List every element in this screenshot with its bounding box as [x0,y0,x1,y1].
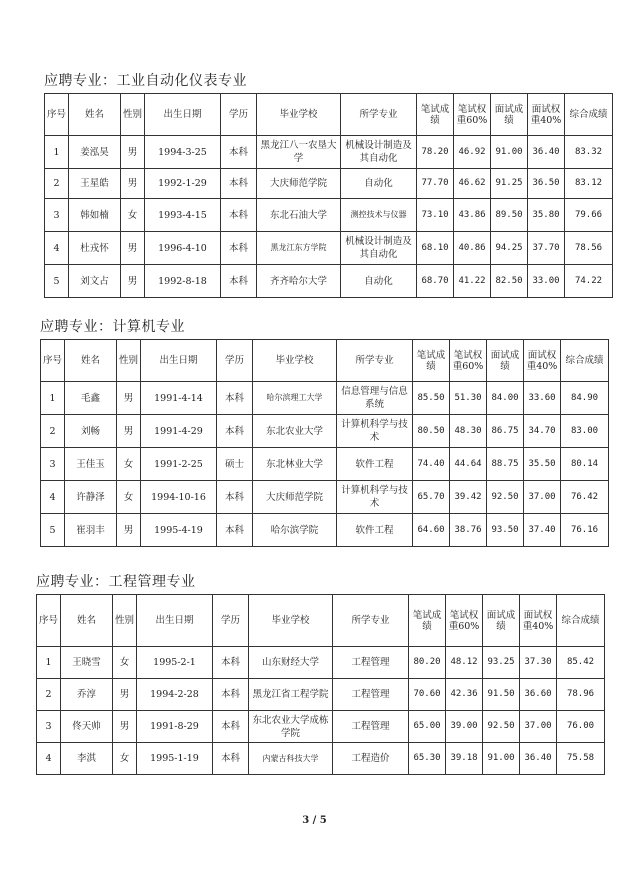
col-school: 大庆师范学院 [257,169,341,199]
col-total-score: 75.58 [557,743,605,775]
col-written-weighted: 41.22 [454,265,491,298]
col-interview-weighted: 33.60 [524,382,561,415]
col-school: 东北林业大学 [253,448,337,481]
col-index: 3 [41,448,65,481]
section-title: 应聘专业：计算机专业 [40,319,185,335]
col-major: 测控技术与仪器 [341,199,417,232]
col-written-weighted: 44.64 [450,448,487,481]
col-degree: 本科 [221,136,257,169]
col-major: 计算机科学与技术 [337,415,413,448]
header-col-name: 姓名 [61,595,113,647]
col-written-weighted: 48.12 [446,647,483,679]
col-name: 李淇 [61,743,113,775]
col-gender: 女 [117,481,141,514]
col-written-score: 68.10 [417,232,454,265]
col-interview-score: 91.00 [483,743,520,775]
header-col-interview-score: 面试成绩 [491,94,528,136]
header-col-interview-score: 面试成绩 [483,595,520,647]
col-interview-weighted: 35.50 [524,448,561,481]
col-major: 工程管理 [333,711,409,743]
col-index: 3 [45,199,69,232]
score-table [40,339,609,547]
col-major: 工程管理 [333,679,409,711]
col-interview-weighted: 37.70 [528,232,565,265]
col-interview-score: 91.00 [491,136,528,169]
header-col-name: 姓名 [65,340,117,382]
header-col-name: 姓名 [69,94,121,136]
col-name: 杜戎怀 [69,232,121,265]
table-row [45,232,613,265]
col-written-score: 65.30 [409,743,446,775]
header-col-written-score: 笔试成绩 [417,94,454,136]
col-school: 黑龙江东方学院 [257,232,341,265]
col-birthdate: 1993-4-15 [145,199,221,232]
header-col-written-score: 笔试成绩 [409,595,446,647]
col-written-weighted: 39.42 [450,481,487,514]
col-name: 刘文占 [69,265,121,298]
col-name: 崔羽丰 [65,514,117,547]
col-birthdate: 1992-8-18 [145,265,221,298]
col-birthdate: 1991-4-29 [141,415,217,448]
page-number: 3 / 5 [302,815,327,826]
col-index: 4 [45,232,69,265]
header-col-degree: 学历 [221,94,257,136]
table-header-row [41,340,609,382]
col-degree: 本科 [213,647,249,679]
col-gender: 女 [113,647,137,679]
score-table [36,594,605,775]
col-name: 王星皓 [69,169,121,199]
col-interview-score: 88.75 [487,448,524,481]
col-written-weighted: 39.00 [446,711,483,743]
col-interview-weighted: 37.30 [520,647,557,679]
col-degree: 本科 [217,481,253,514]
header-col-interview-score: 面试成绩 [487,340,524,382]
col-birthdate: 1995-1-19 [137,743,213,775]
header-col-school: 毕业学校 [257,94,341,136]
col-written-score: 68.70 [417,265,454,298]
col-total-score: 74.22 [565,265,613,298]
col-school: 内蒙古科技大学 [249,743,333,775]
header-col-school: 毕业学校 [249,595,333,647]
header-col-total-score: 综合成绩 [557,595,605,647]
col-total-score: 83.00 [561,415,609,448]
col-school: 哈尔滨学院 [253,514,337,547]
col-school: 黑龙江省工程学院 [249,679,333,711]
col-total-score: 85.42 [557,647,605,679]
col-written-weighted: 38.76 [450,514,487,547]
col-birthdate: 1994-10-16 [141,481,217,514]
col-written-score: 64.60 [413,514,450,547]
col-total-score: 78.96 [557,679,605,711]
section-computer [40,318,609,547]
header-col-gender: 性别 [121,94,145,136]
col-degree: 硕士 [217,448,253,481]
col-gender: 男 [121,136,145,169]
col-major: 机械设计制造及其自动化 [341,136,417,169]
table-row [45,199,613,232]
col-index: 2 [37,679,61,711]
col-gender: 男 [117,415,141,448]
col-written-weighted: 40.86 [454,232,491,265]
col-interview-score: 93.25 [483,647,520,679]
col-major: 软件工程 [337,514,413,547]
col-degree: 本科 [213,743,249,775]
header-col-written-weighted: 笔试权重60% [450,340,487,382]
table-row [41,382,609,415]
col-gender: 女 [113,743,137,775]
col-major: 软件工程 [337,448,413,481]
col-gender: 女 [117,448,141,481]
col-interview-score: 86.75 [487,415,524,448]
col-birthdate: 1994-2-28 [137,679,213,711]
header-col-school: 毕业学校 [253,340,337,382]
col-total-score: 80.14 [561,448,609,481]
col-written-weighted: 46.62 [454,169,491,199]
col-written-score: 74.40 [413,448,450,481]
col-name: 乔淳 [61,679,113,711]
col-birthdate: 1992-1-29 [145,169,221,199]
section-title: 应聘专业：工程管理专业 [36,574,196,590]
col-degree: 本科 [213,679,249,711]
col-written-score: 80.50 [413,415,450,448]
header-col-major: 所学专业 [341,94,417,136]
table-row [41,514,609,547]
col-name: 王晓雪 [61,647,113,679]
col-index: 1 [41,382,65,415]
col-index: 3 [37,711,61,743]
col-total-score: 78.56 [565,232,613,265]
col-written-score: 78.20 [417,136,454,169]
col-interview-score: 82.50 [491,265,528,298]
table-row [37,743,605,775]
col-written-score: 73.10 [417,199,454,232]
col-index: 5 [41,514,65,547]
col-degree: 本科 [217,514,253,547]
table-row [37,711,605,743]
col-index: 4 [37,743,61,775]
col-gender: 女 [121,199,145,232]
header-col-index: 序号 [41,340,65,382]
col-degree: 本科 [221,265,257,298]
col-interview-score: 91.50 [483,679,520,711]
table-row [45,169,613,199]
header-col-gender: 性别 [117,340,141,382]
table-row [37,647,605,679]
col-written-weighted: 42.36 [446,679,483,711]
col-name: 毛鑫 [65,382,117,415]
col-total-score: 76.00 [557,711,605,743]
col-total-score: 76.42 [561,481,609,514]
col-name: 佟天帅 [61,711,113,743]
col-major: 工程造价 [333,743,409,775]
header-col-total-score: 综合成绩 [565,94,613,136]
col-total-score: 79.66 [565,199,613,232]
col-birthdate: 1995-2-1 [137,647,213,679]
col-gender: 男 [113,711,137,743]
col-written-weighted: 46.92 [454,136,491,169]
col-birthdate: 1996-4-10 [145,232,221,265]
header-col-major: 所学专业 [333,595,409,647]
col-school: 黑龙江八一农垦大学 [257,136,341,169]
col-major: 计算机科学与技术 [337,481,413,514]
col-written-score: 85.50 [413,382,450,415]
section-industrial-automation [44,72,613,298]
col-school: 山东财经大学 [249,647,333,679]
col-gender: 男 [121,232,145,265]
table-header-row [45,94,613,136]
col-name: 王佳玉 [65,448,117,481]
col-birthdate: 1991-2-25 [141,448,217,481]
col-degree: 本科 [213,711,249,743]
col-school: 哈尔滨理工大学 [253,382,337,415]
col-index: 5 [45,265,69,298]
col-total-score: 83.32 [565,136,613,169]
section-title: 应聘专业：工业自动化仪表专业 [44,73,247,89]
score-table [44,93,613,298]
col-degree: 本科 [221,199,257,232]
col-interview-weighted: 34.70 [524,415,561,448]
col-gender: 男 [121,169,145,199]
col-birthdate: 1991-4-14 [141,382,217,415]
col-total-score: 83.12 [565,169,613,199]
col-written-score: 77.70 [417,169,454,199]
table-row [45,265,613,298]
col-birthdate: 1994-3-25 [145,136,221,169]
col-written-weighted: 48.30 [450,415,487,448]
col-interview-score: 94.25 [491,232,528,265]
col-written-score: 65.00 [409,711,446,743]
col-written-score: 65.70 [413,481,450,514]
col-index: 1 [45,136,69,169]
col-major: 自动化 [341,169,417,199]
col-name: 韩如楠 [69,199,121,232]
header-col-birthdate: 出生日期 [137,595,213,647]
col-written-weighted: 51.30 [450,382,487,415]
header-col-interview-weighted: 面试权重40% [524,340,561,382]
col-birthdate: 1991-8-29 [137,711,213,743]
table-row [41,481,609,514]
col-written-score: 70.60 [409,679,446,711]
col-school: 大庆师范学院 [253,481,337,514]
header-col-interview-weighted: 面试权重40% [528,94,565,136]
col-degree: 本科 [217,382,253,415]
col-interview-weighted: 33.00 [528,265,565,298]
col-major: 机械设计制造及其自动化 [341,232,417,265]
table-row [37,679,605,711]
col-interview-score: 92.50 [483,711,520,743]
col-interview-weighted: 36.40 [520,743,557,775]
header-col-written-weighted: 笔试权重60% [446,595,483,647]
col-interview-weighted: 36.60 [520,679,557,711]
col-written-score: 80.20 [409,647,446,679]
col-written-weighted: 39.18 [446,743,483,775]
col-gender: 男 [117,382,141,415]
col-school: 东北农业大学成栋学院 [249,711,333,743]
col-interview-score: 93.50 [487,514,524,547]
col-degree: 本科 [217,415,253,448]
header-col-major: 所学专业 [337,340,413,382]
table-row [41,415,609,448]
col-gender: 男 [117,514,141,547]
col-interview-score: 92.50 [487,481,524,514]
col-index: 2 [45,169,69,199]
col-interview-score: 84.00 [487,382,524,415]
col-name: 刘畅 [65,415,117,448]
col-degree: 本科 [221,169,257,199]
col-index: 2 [41,415,65,448]
col-school: 东北石油大学 [257,199,341,232]
col-total-score: 76.16 [561,514,609,547]
col-interview-weighted: 36.40 [528,136,565,169]
col-school: 齐齐哈尔大学 [257,265,341,298]
col-birthdate: 1995-4-19 [141,514,217,547]
col-name: 姜泓昊 [69,136,121,169]
table-header-row [37,595,605,647]
header-col-birthdate: 出生日期 [145,94,221,136]
col-gender: 男 [121,265,145,298]
table-row [41,448,609,481]
section-engineering-management [36,573,605,775]
header-col-index: 序号 [37,595,61,647]
col-degree: 本科 [221,232,257,265]
col-interview-weighted: 37.00 [524,481,561,514]
col-interview-weighted: 37.40 [524,514,561,547]
col-index: 1 [37,647,61,679]
header-col-index: 序号 [45,94,69,136]
col-major: 自动化 [341,265,417,298]
header-col-written-weighted: 笔试权重60% [454,94,491,136]
header-col-gender: 性别 [113,595,137,647]
col-interview-weighted: 37.00 [520,711,557,743]
col-name: 许静泽 [65,481,117,514]
header-col-birthdate: 出生日期 [141,340,217,382]
col-total-score: 84.90 [561,382,609,415]
header-col-total-score: 综合成绩 [561,340,609,382]
col-major: 信息管理与信息系统 [337,382,413,415]
col-interview-weighted: 35.80 [528,199,565,232]
header-col-written-score: 笔试成绩 [413,340,450,382]
col-gender: 男 [113,679,137,711]
header-col-interview-weighted: 面试权重40% [520,595,557,647]
header-col-degree: 学历 [217,340,253,382]
col-interview-weighted: 36.50 [528,169,565,199]
col-major: 工程管理 [333,647,409,679]
col-written-weighted: 43.86 [454,199,491,232]
table-row [45,136,613,169]
header-col-degree: 学历 [213,595,249,647]
col-school: 东北农业大学 [253,415,337,448]
col-index: 4 [41,481,65,514]
col-interview-score: 91.25 [491,169,528,199]
col-interview-score: 89.50 [491,199,528,232]
